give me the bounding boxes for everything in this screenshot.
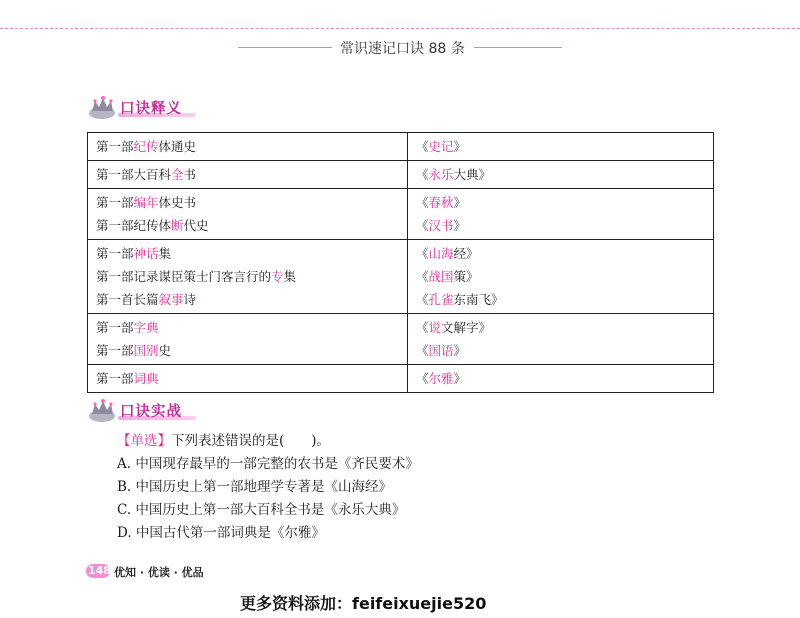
plain-text: 》 <box>453 195 467 210</box>
book-title <box>416 163 705 186</box>
description-cell <box>88 314 408 365</box>
crown-logo-icon <box>88 95 124 121</box>
plain-text: 代史 <box>183 218 209 233</box>
highlight-text: 山海 <box>428 246 454 261</box>
highlight-text: 全 <box>171 167 184 182</box>
quiz-option-b[interactable]: B. 中国历史上第一部地理学专著是《山海经》 <box>117 479 393 495</box>
title-cell <box>408 314 714 365</box>
book-title <box>416 191 705 214</box>
description-line <box>96 265 399 288</box>
plain-text: 《 <box>416 139 429 154</box>
book-title <box>416 316 705 339</box>
plain-text: 《 <box>416 246 429 261</box>
book-title <box>416 339 705 362</box>
plain-text: 第一部 <box>96 371 134 386</box>
plain-text: 东南飞》 <box>453 292 504 307</box>
plain-text: 第一首长篇 <box>96 292 159 307</box>
table-row <box>88 189 714 240</box>
highlight-text: 永乐 <box>428 167 454 182</box>
plain-text: 文解字》 <box>441 320 492 335</box>
book-title <box>416 367 705 390</box>
description-cell <box>88 133 408 161</box>
question-type-tag: 【单选】 <box>117 433 171 449</box>
plain-text: 《 <box>416 195 429 210</box>
table-row <box>88 133 714 161</box>
header-title: 常识速记口诀 88 条 <box>340 41 465 57</box>
plain-text: 大典》 <box>453 167 492 182</box>
quiz-option-c[interactable]: C. 中国历史上第一部大百科全书是《永乐大典》 <box>117 502 406 518</box>
table-row <box>88 365 714 393</box>
highlight-text: 说 <box>428 320 442 335</box>
description-line <box>96 242 399 265</box>
plain-text: 第一部 <box>96 139 134 154</box>
plain-text: 第一部纪传体 <box>96 218 172 233</box>
section-label: 口诀释义 <box>120 101 182 117</box>
book-title <box>416 135 705 158</box>
description-line <box>96 191 399 214</box>
description-line <box>96 367 399 390</box>
plain-text: 《 <box>416 292 429 307</box>
plain-text: 《 <box>416 320 429 335</box>
header-rule-left <box>238 47 332 48</box>
description-line <box>96 214 399 237</box>
highlight-text: 孔雀 <box>428 292 454 307</box>
highlight-text: 战国 <box>428 269 454 284</box>
plain-text: 第一部大百科 <box>96 167 172 182</box>
promo-text: 更多资料添加：feifeixuejie520 <box>240 594 487 613</box>
plain-text: 第一部 <box>96 320 134 335</box>
description-line <box>96 135 399 158</box>
mnemonic-table <box>87 132 714 393</box>
crown-logo-icon <box>88 398 124 424</box>
highlight-text: 词典 <box>133 371 159 386</box>
plain-text: 《 <box>416 218 429 233</box>
plain-text: 书 <box>183 167 197 182</box>
title-cell <box>408 365 714 393</box>
description-cell <box>88 365 408 393</box>
plain-text: 集 <box>283 269 297 284</box>
plain-text: 策》 <box>453 269 479 284</box>
highlight-text: 春秋 <box>428 195 454 210</box>
highlight-text: 尔雅 <box>428 371 454 386</box>
book-title <box>416 242 705 265</box>
page-header <box>0 38 800 56</box>
highlight-text: 叙事 <box>158 292 184 307</box>
highlight-text: 国别 <box>133 343 159 358</box>
footer-brand: 优知 · 优读 · 优品 <box>114 566 204 579</box>
plain-text: 体通史 <box>158 139 197 154</box>
highlight-text: 纪传 <box>133 139 159 154</box>
description-line <box>96 316 399 339</box>
plain-text: 《 <box>416 343 429 358</box>
description-line <box>96 163 399 186</box>
highlight-text: 字典 <box>133 320 159 335</box>
question-text: 下列表述错误的是( )。 <box>171 433 331 449</box>
plain-text: 》 <box>453 343 467 358</box>
highlight-text: 编年 <box>133 195 159 210</box>
highlight-text: 汉书 <box>428 218 454 233</box>
table-row <box>88 240 714 314</box>
highlight-text: 专 <box>271 269 284 284</box>
table-row <box>88 161 714 189</box>
highlight-text: 史记 <box>428 139 454 154</box>
plain-text: 》 <box>453 139 467 154</box>
highlight-text: 国语 <box>428 343 454 358</box>
section-label: 口诀实战 <box>120 404 182 420</box>
quiz-option-d[interactable]: D. 中国古代第一部词典是《尔雅》 <box>117 525 325 541</box>
plain-text: 第一部 <box>96 195 134 210</box>
plain-text: 诗 <box>183 292 197 307</box>
top-dashed-rule <box>0 28 800 29</box>
highlight-text: 神话 <box>133 246 159 261</box>
plain-text: 《 <box>416 371 429 386</box>
description-cell <box>88 189 408 240</box>
quiz-option-a[interactable]: A. 中国现存最早的一部完整的农书是《齐民要术》 <box>117 456 419 472</box>
plain-text: 第一部 <box>96 246 134 261</box>
plain-text: 》 <box>453 218 467 233</box>
description-line <box>96 339 399 362</box>
quiz-question <box>117 430 419 453</box>
title-cell <box>408 133 714 161</box>
quiz-block <box>117 430 419 545</box>
plain-text: 《 <box>416 269 429 284</box>
plain-text: 第一部 <box>96 343 134 358</box>
plain-text: 集 <box>158 246 172 261</box>
header-rule-right <box>474 47 562 48</box>
plain-text: 第一部记录谋臣策士门客言行的 <box>96 269 272 284</box>
table-row <box>88 314 714 365</box>
plain-text: 》 <box>453 371 467 386</box>
plain-text: 经》 <box>453 246 479 261</box>
page-number: 148 <box>88 564 111 577</box>
description-cell <box>88 240 408 314</box>
title-cell <box>408 161 714 189</box>
description-cell <box>88 161 408 189</box>
book-title <box>416 288 705 311</box>
plain-text: 体史书 <box>158 195 197 210</box>
plain-text: 史 <box>158 343 172 358</box>
book-title <box>416 265 705 288</box>
plain-text: 《 <box>416 167 429 182</box>
book-title <box>416 214 705 237</box>
description-line <box>96 288 399 311</box>
title-cell <box>408 240 714 314</box>
title-cell <box>408 189 714 240</box>
highlight-text: 断 <box>171 218 184 233</box>
